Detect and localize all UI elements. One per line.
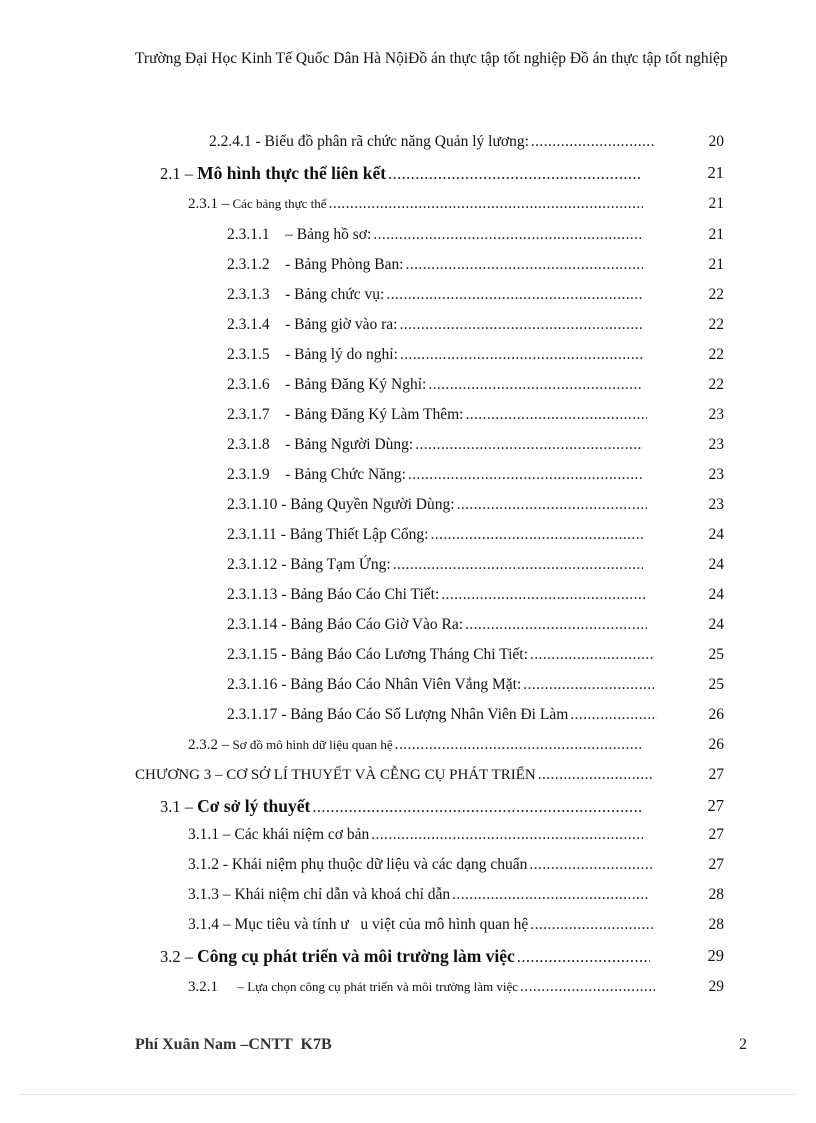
- toc-entry-2-3-1-3[interactable]: [227, 286, 724, 304]
- dot-leader: [441, 586, 645, 604]
- toc-entry-title: – Bảng hồ sơ:: [285, 226, 372, 243]
- toc-entry-page: 25: [708, 646, 724, 663]
- toc-entry-page: 21: [708, 226, 724, 243]
- toc-entry-page: 21: [708, 195, 724, 212]
- dot-leader: [415, 436, 643, 454]
- toc-entry-page: 23: [708, 496, 724, 513]
- toc-entry-3-1[interactable]: [160, 796, 724, 817]
- toc-entry-number: 3.2 –: [160, 947, 193, 966]
- toc-entry-title: Các bảng thực thể: [232, 196, 327, 211]
- toc-entry-title: CƠ SỞ LÍ THUYẾT VÀ CỄNG CỤ PHÁT TRIỂN: [226, 767, 536, 783]
- toc-entry-3-1-2[interactable]: [188, 856, 724, 874]
- toc-entry-number: 2.3.1.13: [227, 586, 278, 603]
- toc-entry-2-1[interactable]: [160, 163, 724, 184]
- toc-entry-title: - Bảng Chức Năng:: [285, 466, 406, 483]
- toc-entry-page: 24: [708, 586, 724, 603]
- toc-entry-page: 27: [708, 766, 724, 783]
- toc-entry-title: - Bảng chức vụ:: [285, 286, 385, 303]
- dot-leader: [520, 978, 655, 996]
- toc-entry-2-3-1-15[interactable]: [227, 646, 724, 664]
- toc-entry-2-3-1-4[interactable]: [227, 316, 724, 334]
- dot-leader: [371, 826, 643, 844]
- toc-entry-2-3-1-9[interactable]: [227, 466, 724, 484]
- toc-entry-page: 26: [708, 706, 724, 723]
- dot-leader: [465, 406, 647, 424]
- toc-entry-number: 3.1 –: [160, 797, 193, 816]
- toc-entry-title: - Bảng Tạm Ứng:: [281, 556, 391, 573]
- toc-entry-2-3-1-5[interactable]: [227, 346, 724, 364]
- page-footer: [135, 1036, 747, 1054]
- toc-entry-page: 20: [708, 133, 724, 150]
- dot-leader: [517, 947, 650, 967]
- toc-entry-title: Khái niệm chỉ dẫn và khoá chỉ dẫn: [234, 886, 451, 903]
- toc-entry-page: 26: [708, 736, 724, 753]
- toc-entry-2-3-2[interactable]: [188, 736, 724, 754]
- dot-leader: [395, 736, 643, 754]
- toc-entry-2-3-1-17[interactable]: [227, 706, 724, 724]
- toc-entry-number: 2.3.1.10: [227, 496, 278, 513]
- dot-leader: [393, 556, 643, 574]
- toc-entry-page: 22: [708, 316, 724, 333]
- toc-entry-title: Mô hình thực thể liên kết: [197, 163, 387, 183]
- footer-page-number: 2: [739, 1036, 747, 1053]
- toc-entry-2-3-1-14[interactable]: [227, 616, 724, 634]
- toc-entry-chapter-3[interactable]: [135, 766, 724, 784]
- toc-entry-number: 3.1.4 –: [188, 916, 231, 933]
- toc-entry-number: 2.3.1.11: [227, 526, 277, 543]
- toc-entry-3-1-3[interactable]: [188, 886, 724, 904]
- toc-entry-title: - Bảng giờ vào ra:: [285, 316, 398, 333]
- toc-entry-3-1-4[interactable]: [188, 916, 724, 934]
- toc-entry-number: 2.3.1 –: [188, 196, 230, 212]
- toc-entry-2-3-1-13[interactable]: [227, 586, 724, 604]
- toc-entry-number: 2.3.1.16: [227, 676, 278, 693]
- toc-entry-page: 23: [708, 436, 724, 453]
- toc-entry-number: 2.3.1.12: [227, 556, 278, 573]
- toc-entry-page: 23: [708, 466, 724, 483]
- toc-entry-title: - Bảng lý do nghỉ:: [285, 346, 398, 363]
- toc-entry-title: - Bảng Phòng Ban:: [285, 256, 404, 273]
- toc-entry-title: Các khái niệm cơ bản: [234, 826, 370, 843]
- toc-entry-number: CHƯƠNG 3 –: [135, 767, 223, 783]
- page-header: Trường Đại Học Kinh Tế Quốc Dân Hà NộiĐồ án thực tập tốt nghiệp Đồ án thực tập tốt nghiệp: [135, 50, 728, 67]
- toc-entry-page: 22: [708, 346, 724, 363]
- footer-author: Phí Xuân Nam –CNTT K7B: [135, 1036, 332, 1053]
- toc-entry-page: 25: [708, 676, 724, 693]
- toc-entry-title: - Bảng Đăng Ký Làm Thêm:: [285, 406, 464, 423]
- dot-leader: [400, 316, 644, 334]
- page-bottom-divider: [20, 1094, 796, 1095]
- toc-entry-page: 27: [708, 856, 724, 873]
- toc-entry-2-3-1-16[interactable]: [227, 676, 724, 694]
- toc-entry-2-3-1-7[interactable]: [227, 406, 724, 424]
- toc-entry-page: 28: [708, 886, 724, 903]
- toc-entry-3-1-1[interactable]: [188, 826, 724, 844]
- toc-entry-number: 3.2.1: [188, 979, 218, 995]
- dot-leader: [329, 195, 643, 213]
- toc-entry-number: 2.3.1.5: [227, 346, 270, 363]
- dot-leader: [530, 916, 654, 934]
- toc-entry-title: - Bảng Báo Cáo Số Lượng Nhân Viên Đi Làm: [281, 706, 569, 723]
- dot-leader: [408, 466, 643, 484]
- toc-entry-title: - Bảng Báo Cáo Nhân Viên Vắng Mặt:: [281, 676, 522, 693]
- toc-entry-title: - Bảng Đăng Ký Nghỉ:: [285, 376, 427, 393]
- toc-entry-2-3-1-2[interactable]: [227, 256, 724, 274]
- toc-entry-title: - Bảng Báo Cáo Chi Tiết:: [281, 586, 440, 603]
- toc-entry-number: 3.1.3 –: [188, 886, 231, 903]
- toc-entry-2-3-1-8[interactable]: [227, 436, 724, 454]
- toc-entry-number: 2.3.1.17: [227, 706, 278, 723]
- toc-entry-page: 23: [708, 406, 724, 423]
- dot-leader: [373, 226, 643, 244]
- toc-entry-number: 2.3.1.9: [227, 466, 270, 483]
- toc-entry-title: - Bảng Báo Cáo Giờ Vào Ra:: [281, 616, 464, 633]
- dot-leader: [530, 646, 654, 664]
- toc-entry-title: - Bảng Người Dùng:: [285, 436, 414, 453]
- toc-entry-number: 2.3.1.15: [227, 646, 278, 663]
- dot-leader: [523, 676, 654, 694]
- dot-leader: [431, 526, 646, 544]
- toc-entry-page: 21: [708, 256, 724, 273]
- toc-entry-title: - Bảng Thiết Lập Cổng:: [280, 526, 429, 543]
- dot-leader: [465, 616, 647, 634]
- dot-leader: [386, 286, 643, 304]
- toc-entry-2-3-1-11[interactable]: [227, 526, 724, 544]
- toc-entry-number: 2.3.1.1: [227, 226, 270, 243]
- toc-entry-number: 2.3.1.4: [227, 316, 270, 333]
- toc-entry-title: Biểu đồ phân rã chức năng Quản lý lương:: [264, 133, 529, 150]
- dot-leader: [312, 797, 642, 817]
- toc-entry-2-2-4-1[interactable]: [209, 133, 724, 151]
- dot-leader: [457, 496, 647, 514]
- toc-entry-number: 3.1.2 -: [188, 856, 229, 873]
- toc-entry-number: 2.3.2 –: [188, 737, 230, 753]
- toc-entry-page: 29: [707, 946, 724, 965]
- dot-leader: [531, 133, 656, 151]
- toc-entry-number: 2.3.1.2: [227, 256, 270, 273]
- toc-entry-number: 2.1 –: [160, 164, 193, 183]
- dot-leader: [428, 376, 643, 394]
- toc-entry-title: – Lựa chọn công cụ phát triển và môi trường làm việc: [237, 979, 519, 994]
- dot-leader: [400, 346, 643, 364]
- toc-entry-page: 21: [707, 163, 724, 182]
- toc-entry-number: 2.3.1.6: [227, 376, 270, 393]
- toc-entry-title: Sơ đồ mô hình dữ liệu quan hệ: [232, 737, 393, 752]
- toc-entry-title: Khái niệm phụ thuộc dữ liệu và các dạng chuẩn: [231, 856, 528, 873]
- toc-entry-number: 3.1.1 –: [188, 826, 231, 843]
- dot-leader: [529, 856, 654, 874]
- toc-entry-title: Cơ sở lý thuyết: [197, 796, 311, 816]
- dot-leader: [570, 706, 657, 724]
- dot-leader: [538, 766, 654, 784]
- toc-entry-number: 2.3.1.7: [227, 406, 270, 423]
- toc-entry-title: Công cụ phát triển và môi trường làm việc: [197, 946, 515, 966]
- toc-entry-3-2[interactable]: [160, 946, 724, 967]
- toc-entry-page: 24: [708, 556, 724, 573]
- toc-entry-2-3-1-10[interactable]: [227, 496, 724, 514]
- dot-leader: [452, 886, 648, 904]
- toc-entry-2-3-1-1[interactable]: [227, 226, 724, 244]
- toc-entry-title: Mục tiêu và tính ư u việt của mô hình quan hệ: [234, 916, 529, 933]
- toc-entry-number: 2.2.4.1 -: [209, 133, 261, 150]
- dot-leader: [388, 164, 642, 184]
- dot-leader: [406, 256, 643, 274]
- toc-entry-3-2-1[interactable]: [188, 978, 724, 996]
- toc-entry-title: - Bảng Quyền Người Dùng:: [281, 496, 455, 513]
- toc-entry-number: 2.3.1.8: [227, 436, 270, 453]
- toc-entry-number: 2.3.1.3: [227, 286, 270, 303]
- toc-entry-2-3-1[interactable]: [188, 195, 724, 213]
- toc-entry-page: 27: [707, 796, 724, 815]
- toc-entry-page: 22: [708, 376, 724, 393]
- toc-entry-2-3-1-12[interactable]: [227, 556, 724, 574]
- toc-entry-number: 2.3.1.14: [227, 616, 278, 633]
- toc-entry-2-3-1-6[interactable]: [227, 376, 724, 394]
- toc-entry-page: 29: [708, 978, 724, 995]
- toc-entry-page: 24: [708, 616, 724, 633]
- toc-entry-page: 24: [708, 526, 724, 543]
- toc-entry-page: 28: [708, 916, 724, 933]
- toc-entry-page: 22: [708, 286, 724, 303]
- toc-entry-title: - Bảng Báo Cáo Lương Tháng Chi Tiết:: [281, 646, 528, 663]
- toc-entry-page: 27: [708, 826, 724, 843]
